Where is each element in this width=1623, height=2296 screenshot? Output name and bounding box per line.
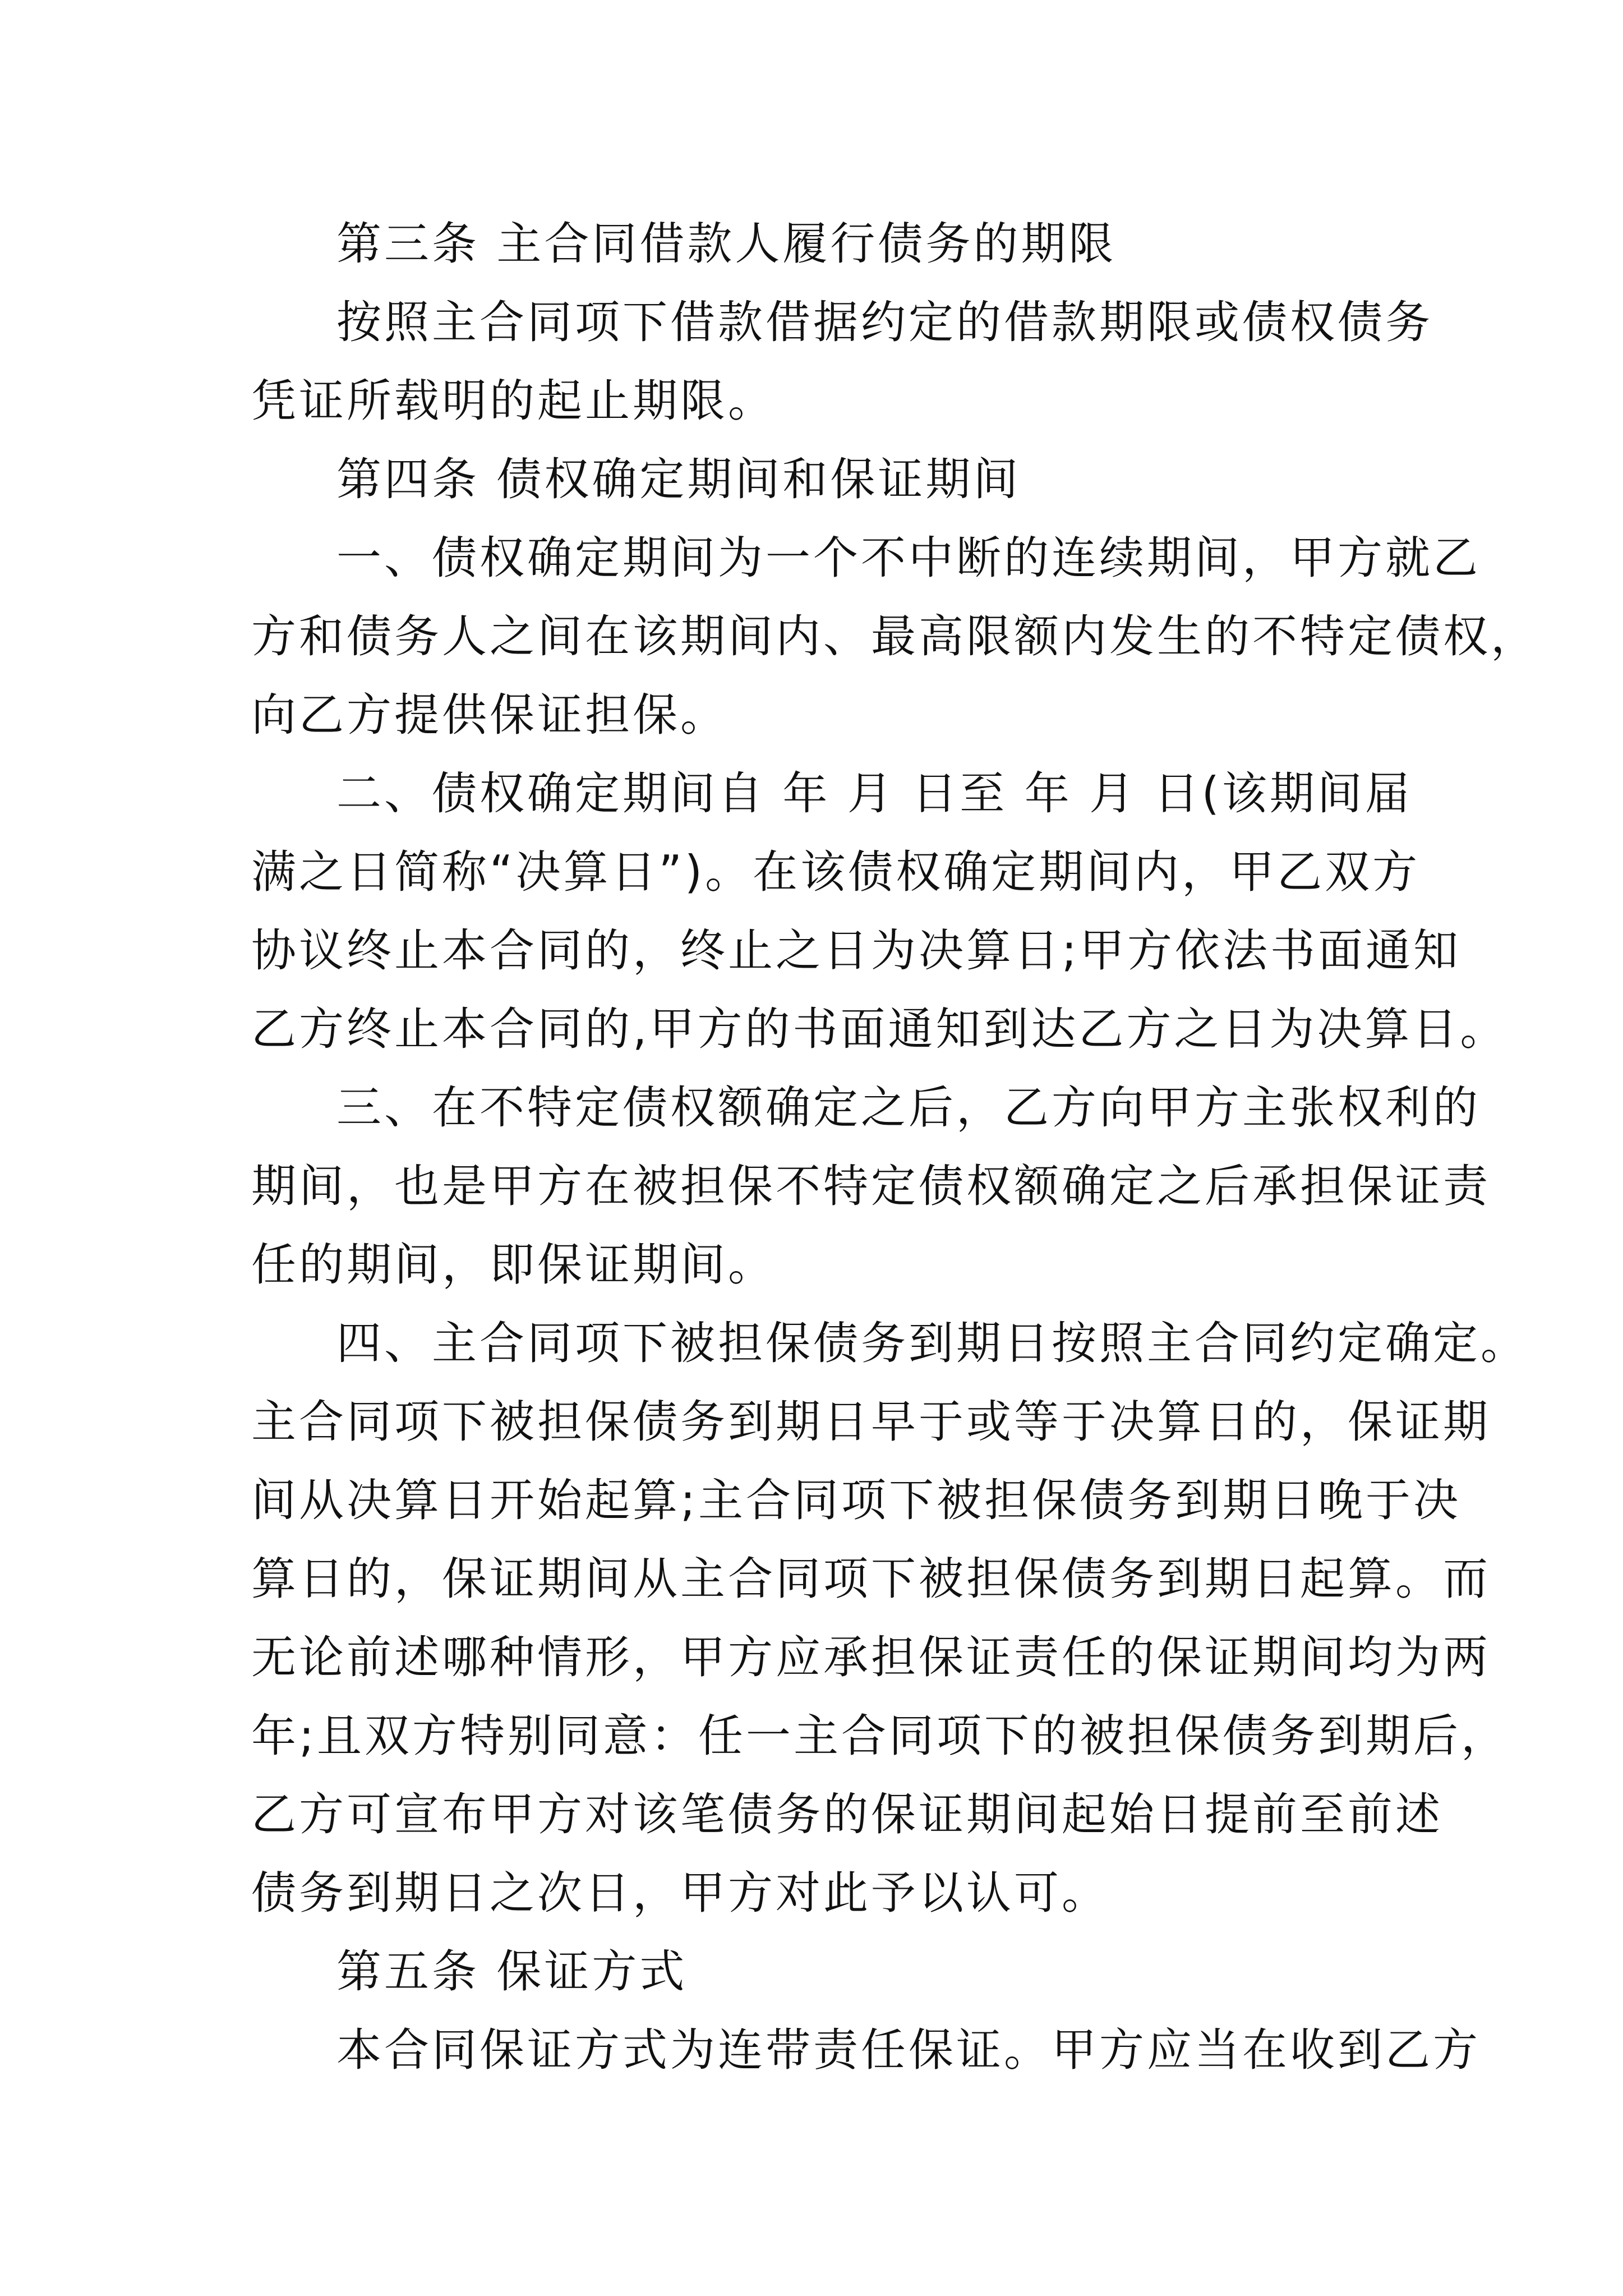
paragraph-line: 年;且双方特别同意：任一主合同项下的被担保债务到期后， bbox=[251, 1710, 1509, 1762]
paragraph-line: 无论前述哪种情形，甲方应承担保证责任的保证期间均为两 bbox=[251, 1631, 1491, 1683]
paragraph-line: 凭证所载明的起止期限。 bbox=[251, 375, 776, 427]
paragraph-line: 主合同项下被担保债务到期日早于或等于决算日的，保证期 bbox=[251, 1396, 1491, 1448]
document-body bbox=[251, 205, 1538, 2090]
paragraph-line: 满之日简称“决算日”)。在该债权确定期间内，甲乙双方 bbox=[251, 846, 1421, 898]
paragraph-line: 乙方终止本合同的,甲方的书面通知到达乙方之日为决算日。 bbox=[251, 1003, 1508, 1055]
paragraph-line: 本合同保证方式为连带责任保证。甲方应当在收到乙方 bbox=[336, 2024, 1481, 2076]
paragraph-line: 间从决算日开始起算;主合同项下被担保债务到期日晚于决 bbox=[251, 1474, 1461, 1526]
paragraph-line: 一、债权确定期间为一个不中断的连续期间，甲方就乙 bbox=[336, 532, 1481, 584]
article-4-heading: 第四条 债权确定期间和保证期间 bbox=[336, 453, 1021, 505]
paragraph-line: 二、债权确定期间自 年 月 日至 年 月 日(该期间届 bbox=[336, 767, 1413, 820]
paragraph-line: 期间，也是甲方在被担保不特定债权额确定之后承担保证责 bbox=[251, 1160, 1491, 1212]
paragraph-line: 四、主合同项下被担保债务到期日按照主合同约定确定。 bbox=[336, 1317, 1528, 1369]
paragraph-line: 三、在不特定债权额确定之后，乙方向甲方主张权利的 bbox=[336, 1082, 1481, 1134]
paragraph-line: 向乙方提供保证担保。 bbox=[251, 689, 728, 741]
paragraph-line: 乙方可宣布甲方对该笔债务的保证期间起始日提前至前述 bbox=[251, 1788, 1443, 1841]
paragraph-line: 方和债务人之间在该期间内、最高限额内发生的不特定债权， bbox=[251, 610, 1538, 662]
paragraph-line: 任的期间，即保证期间。 bbox=[251, 1239, 776, 1291]
article-3-heading: 第三条 主合同借款人履行债务的期限 bbox=[336, 218, 1117, 270]
paragraph-line: 算日的，保证期间从主合同项下被担保债务到期日起算。而 bbox=[251, 1553, 1491, 1605]
article-5-heading: 第五条 保证方式 bbox=[336, 1945, 688, 1998]
paragraph-line: 债务到期日之次日，甲方对此予以认可。 bbox=[251, 1867, 1109, 1919]
paragraph-line: 协议终止本合同的，终止之日为决算日;甲方依法书面通知 bbox=[251, 924, 1461, 977]
paragraph-line: 按照主合同项下借款借据约定的借款期限或债权债务 bbox=[336, 296, 1433, 348]
